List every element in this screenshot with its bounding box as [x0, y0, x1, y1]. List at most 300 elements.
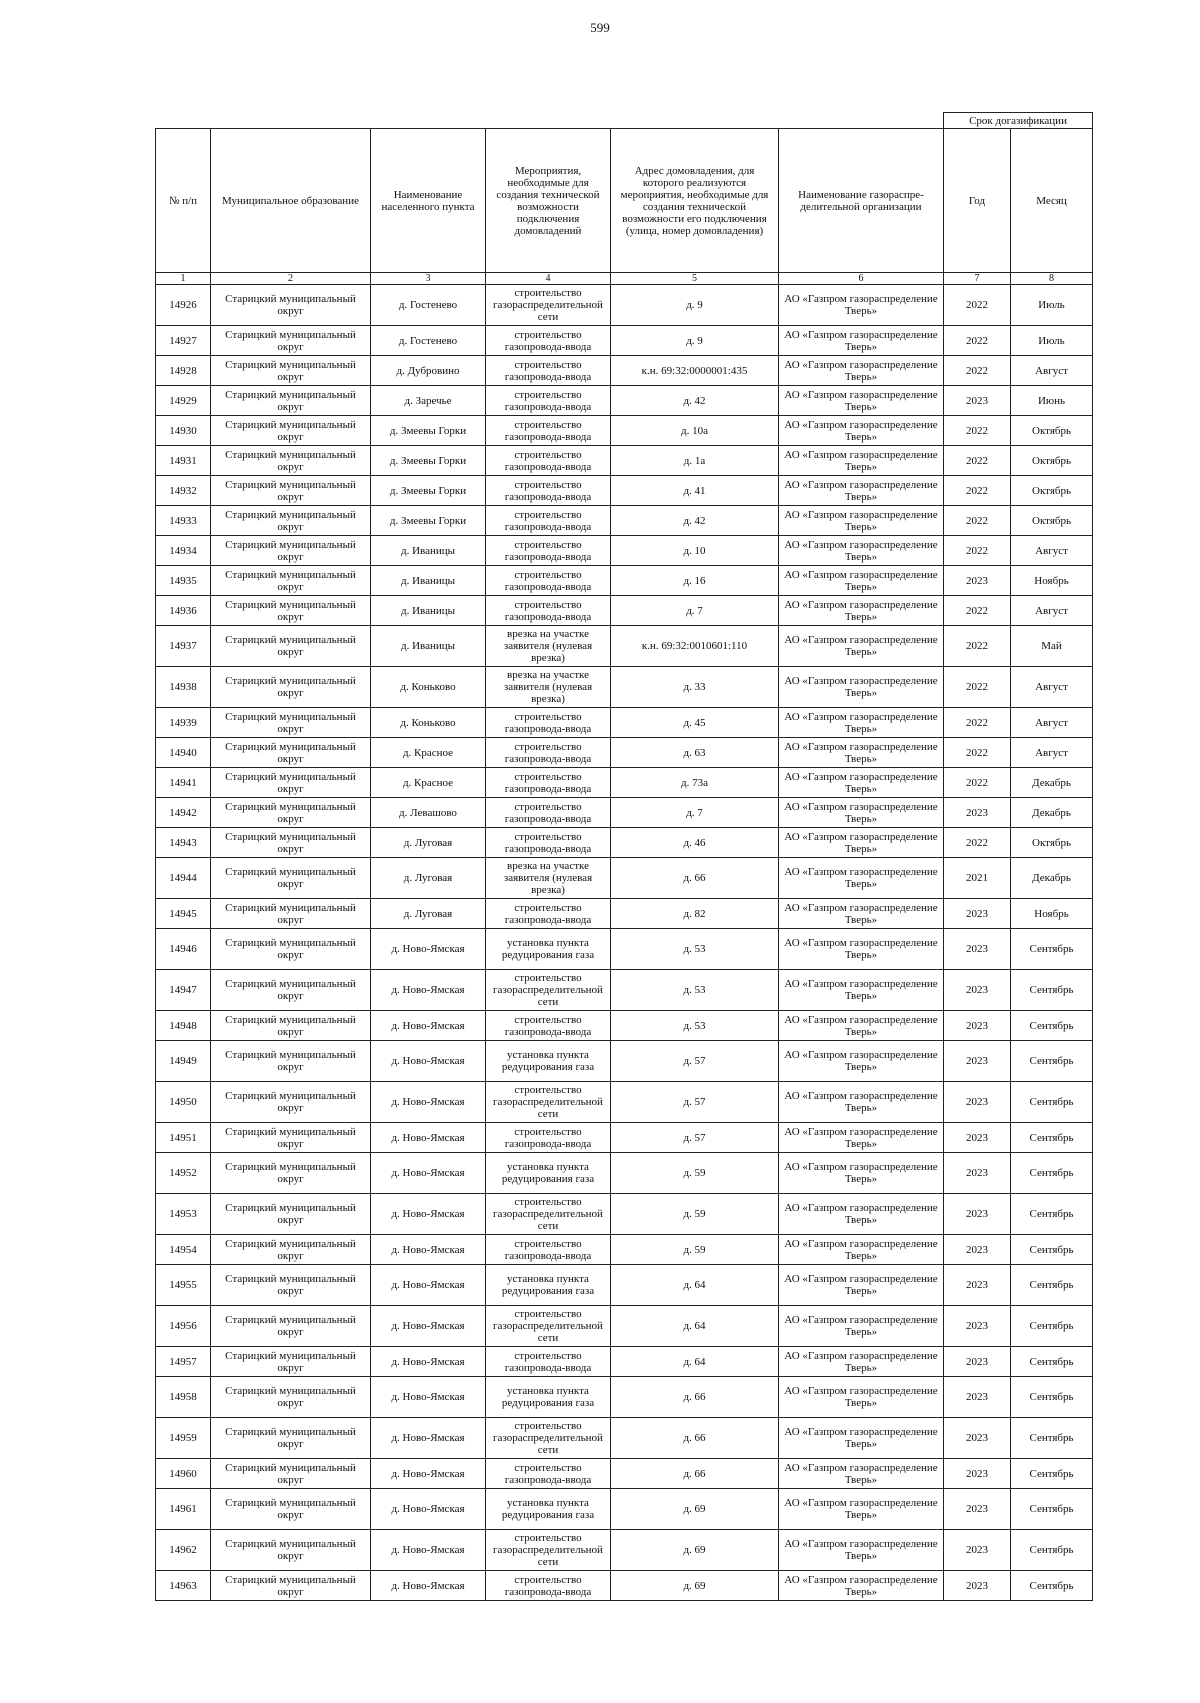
row-number: 14960: [156, 1459, 211, 1489]
month-cell: Ноябрь: [1011, 899, 1093, 929]
table-row: [156, 536, 1093, 566]
row-number: 14931: [156, 446, 211, 476]
month-cell: Октябрь: [1011, 506, 1093, 536]
row-number: 14938: [156, 667, 211, 708]
settlement-cell: д. Иваницы: [371, 536, 486, 566]
settlement-cell: д. Иваницы: [371, 566, 486, 596]
organization-cell: АО «Газпром газораспределение Тверь»: [779, 738, 944, 768]
organization-cell: АО «Газпром газораспределение Тверь»: [779, 858, 944, 899]
month-cell: Сентябрь: [1011, 1377, 1093, 1418]
address-cell: д. 10: [611, 536, 779, 566]
month-cell: Сентябрь: [1011, 1459, 1093, 1489]
row-number: 14950: [156, 1082, 211, 1123]
super-header-spacer: [156, 113, 944, 129]
settlement-cell: д. Ново-Ямская: [371, 1194, 486, 1235]
table-row: [156, 970, 1093, 1011]
month-cell: Сентябрь: [1011, 1489, 1093, 1530]
address-cell: к.н. 69:32:0010601:110: [611, 626, 779, 667]
address-cell: д. 41: [611, 476, 779, 506]
organization-cell: АО «Газпром газораспределение Тверь»: [779, 1123, 944, 1153]
settlement-cell: д. Ново-Ямская: [371, 1123, 486, 1153]
year-cell: 2023: [944, 1347, 1011, 1377]
measure-cell: строительство газопровода-ввода: [486, 899, 611, 929]
measure-cell: строительство газораспределительной сети: [486, 1194, 611, 1235]
address-cell: д. 69: [611, 1571, 779, 1601]
month-cell: Сентябрь: [1011, 1011, 1093, 1041]
column-number: 1: [156, 273, 211, 285]
measure-cell: строительство газопровода-ввода: [486, 1347, 611, 1377]
settlement-cell: д. Ново-Ямская: [371, 1571, 486, 1601]
municipality-cell: Старицкий муниципальный округ: [211, 768, 371, 798]
row-number: 14939: [156, 708, 211, 738]
measure-cell: строительство газопровода-ввода: [486, 386, 611, 416]
row-number: 14952: [156, 1153, 211, 1194]
row-number: 14947: [156, 970, 211, 1011]
month-cell: Сентябрь: [1011, 1265, 1093, 1306]
column-number: 7: [944, 273, 1011, 285]
address-cell: д. 59: [611, 1194, 779, 1235]
municipality-cell: Старицкий муниципальный округ: [211, 446, 371, 476]
row-number: 14941: [156, 768, 211, 798]
year-cell: 2023: [944, 1377, 1011, 1418]
month-cell: Август: [1011, 667, 1093, 708]
table-row: [156, 1011, 1093, 1041]
settlement-cell: д. Левашово: [371, 798, 486, 828]
organization-cell: АО «Газпром газораспределение Тверь»: [779, 1459, 944, 1489]
year-cell: 2023: [944, 566, 1011, 596]
settlement-cell: д. Гостенево: [371, 285, 486, 326]
table-row: [156, 446, 1093, 476]
municipality-cell: Старицкий муниципальный округ: [211, 929, 371, 970]
table-row: [156, 1123, 1093, 1153]
year-cell: 2022: [944, 768, 1011, 798]
municipality-cell: Старицкий муниципальный округ: [211, 1489, 371, 1530]
measure-cell: строительство газопровода-ввода: [486, 536, 611, 566]
address-cell: д. 64: [611, 1265, 779, 1306]
table-super-header-row: [156, 113, 1093, 129]
year-cell: 2023: [944, 798, 1011, 828]
municipality-cell: Старицкий муниципальный округ: [211, 1041, 371, 1082]
address-cell: д. 16: [611, 566, 779, 596]
organization-cell: АО «Газпром газораспределение Тверь»: [779, 1194, 944, 1235]
address-cell: д. 82: [611, 899, 779, 929]
col-header-address: Адрес домовладения, для которого реализуются мероприятия, необходимые для создания технической возможности его подключения (улица, номер домовладения): [611, 129, 779, 273]
municipality-cell: Старицкий муниципальный округ: [211, 1530, 371, 1571]
table-row: [156, 596, 1093, 626]
row-number: 14930: [156, 416, 211, 446]
table-row: [156, 326, 1093, 356]
row-number: 14958: [156, 1377, 211, 1418]
row-number: 14946: [156, 929, 211, 970]
col-header-measures: Мероприятия, необходимые для создания технической возможности подключения домовладений: [486, 129, 611, 273]
table-row: [156, 506, 1093, 536]
municipality-cell: Старицкий муниципальный округ: [211, 667, 371, 708]
settlement-cell: д. Ново-Ямская: [371, 1265, 486, 1306]
year-cell: 2023: [944, 1265, 1011, 1306]
month-cell: Ноябрь: [1011, 566, 1093, 596]
row-number: 14961: [156, 1489, 211, 1530]
year-cell: 2022: [944, 416, 1011, 446]
municipality-cell: Старицкий муниципальный округ: [211, 1265, 371, 1306]
measure-cell: строительство газопровода-ввода: [486, 356, 611, 386]
year-cell: 2022: [944, 356, 1011, 386]
municipality-cell: Старицкий муниципальный округ: [211, 708, 371, 738]
table-row: [156, 858, 1093, 899]
organization-cell: АО «Газпром газораспределение Тверь»: [779, 667, 944, 708]
month-cell: Август: [1011, 536, 1093, 566]
month-cell: Август: [1011, 738, 1093, 768]
settlement-cell: д. Ново-Ямская: [371, 1347, 486, 1377]
column-number-row: [156, 273, 1093, 285]
organization-cell: АО «Газпром газораспределение Тверь»: [779, 1489, 944, 1530]
address-cell: д. 66: [611, 1418, 779, 1459]
organization-cell: АО «Газпром газораспределение Тверь»: [779, 1571, 944, 1601]
measure-cell: строительство газораспределительной сети: [486, 285, 611, 326]
col-header-month: Месяц: [1011, 129, 1093, 273]
col-header-municipality: Муниципальное образование: [211, 129, 371, 273]
year-cell: 2023: [944, 1041, 1011, 1082]
month-cell: Сентябрь: [1011, 1235, 1093, 1265]
table-row: [156, 1153, 1093, 1194]
year-cell: 2022: [944, 285, 1011, 326]
row-number: 14927: [156, 326, 211, 356]
measure-cell: строительство газопровода-ввода: [486, 768, 611, 798]
municipality-cell: Старицкий муниципальный округ: [211, 536, 371, 566]
row-number: 14951: [156, 1123, 211, 1153]
address-cell: д. 63: [611, 738, 779, 768]
month-cell: Сентябрь: [1011, 1418, 1093, 1459]
table-row: [156, 356, 1093, 386]
settlement-cell: д. Ново-Ямская: [371, 1418, 486, 1459]
municipality-cell: Старицкий муниципальный округ: [211, 356, 371, 386]
settlement-cell: д. Ново-Ямская: [371, 1082, 486, 1123]
row-number: 14942: [156, 798, 211, 828]
municipality-cell: Старицкий муниципальный округ: [211, 285, 371, 326]
municipality-cell: Старицкий муниципальный округ: [211, 416, 371, 446]
address-cell: д. 69: [611, 1489, 779, 1530]
settlement-cell: д. Коньково: [371, 667, 486, 708]
municipality-cell: Старицкий муниципальный округ: [211, 476, 371, 506]
settlement-cell: д. Змеевы Горки: [371, 506, 486, 536]
year-cell: 2023: [944, 1489, 1011, 1530]
municipality-cell: Старицкий муниципальный округ: [211, 386, 371, 416]
address-cell: д. 7: [611, 596, 779, 626]
measure-cell: строительство газопровода-ввода: [486, 476, 611, 506]
row-number: 14929: [156, 386, 211, 416]
month-cell: Декабрь: [1011, 858, 1093, 899]
measure-cell: строительство газопровода-ввода: [486, 1011, 611, 1041]
settlement-cell: д. Ново-Ямская: [371, 1530, 486, 1571]
year-cell: 2023: [944, 1082, 1011, 1123]
municipality-cell: Старицкий муниципальный округ: [211, 828, 371, 858]
address-cell: д. 46: [611, 828, 779, 858]
table-row: [156, 1306, 1093, 1347]
organization-cell: АО «Газпром газораспределение Тверь»: [779, 828, 944, 858]
settlement-cell: д. Иваницы: [371, 626, 486, 667]
table-row: [156, 1530, 1093, 1571]
table-body: [156, 285, 1093, 1601]
municipality-cell: Старицкий муниципальный округ: [211, 970, 371, 1011]
year-cell: 2022: [944, 536, 1011, 566]
measure-cell: строительство газопровода-ввода: [486, 1459, 611, 1489]
year-cell: 2022: [944, 506, 1011, 536]
organization-cell: АО «Газпром газораспределение Тверь»: [779, 416, 944, 446]
municipality-cell: Старицкий муниципальный округ: [211, 626, 371, 667]
month-cell: Октябрь: [1011, 828, 1093, 858]
measure-cell: строительство газопровода-ввода: [486, 1123, 611, 1153]
municipality-cell: Старицкий муниципальный округ: [211, 596, 371, 626]
organization-cell: АО «Газпром газораспределение Тверь»: [779, 446, 944, 476]
year-cell: 2023: [944, 386, 1011, 416]
table-row: [156, 899, 1093, 929]
address-cell: д. 53: [611, 970, 779, 1011]
settlement-cell: д. Ново-Ямская: [371, 1459, 486, 1489]
settlement-cell: д. Гостенево: [371, 326, 486, 356]
month-cell: Сентябрь: [1011, 970, 1093, 1011]
municipality-cell: Старицкий муниципальный округ: [211, 1571, 371, 1601]
col-header-organization: Наименование газораспре-делительной организации: [779, 129, 944, 273]
deadline-header: Срок догазификации: [944, 113, 1093, 129]
table-row: [156, 1377, 1093, 1418]
measure-cell: строительство газопровода-ввода: [486, 828, 611, 858]
month-cell: Июль: [1011, 285, 1093, 326]
measure-cell: строительство газораспределительной сети: [486, 1082, 611, 1123]
organization-cell: АО «Газпром газораспределение Тверь»: [779, 386, 944, 416]
month-cell: Октябрь: [1011, 416, 1093, 446]
table-row: [156, 738, 1093, 768]
month-cell: Май: [1011, 626, 1093, 667]
month-cell: Сентябрь: [1011, 1571, 1093, 1601]
table-row: [156, 386, 1093, 416]
organization-cell: АО «Газпром газораспределение Тверь»: [779, 1153, 944, 1194]
year-cell: 2023: [944, 1235, 1011, 1265]
organization-cell: АО «Газпром газораспределение Тверь»: [779, 1347, 944, 1377]
table-row: [156, 1347, 1093, 1377]
address-cell: д. 9: [611, 326, 779, 356]
measure-cell: установка пункта редуцирования газа: [486, 929, 611, 970]
year-cell: 2021: [944, 858, 1011, 899]
address-cell: д. 42: [611, 386, 779, 416]
year-cell: 2022: [944, 626, 1011, 667]
organization-cell: АО «Газпром газораспределение Тверь»: [779, 536, 944, 566]
table-row: [156, 476, 1093, 506]
organization-cell: АО «Газпром газораспределение Тверь»: [779, 506, 944, 536]
organization-cell: АО «Газпром газораспределение Тверь»: [779, 626, 944, 667]
table-row: [156, 1571, 1093, 1601]
month-cell: Сентябрь: [1011, 929, 1093, 970]
organization-cell: АО «Газпром газораспределение Тверь»: [779, 1377, 944, 1418]
col-header-year: Год: [944, 129, 1011, 273]
measure-cell: строительство газопровода-ввода: [486, 596, 611, 626]
year-cell: 2023: [944, 1530, 1011, 1571]
measure-cell: строительство газопровода-ввода: [486, 566, 611, 596]
row-number: 14962: [156, 1530, 211, 1571]
address-cell: д. 57: [611, 1123, 779, 1153]
measure-cell: врезка на участке заявителя (нулевая врезка): [486, 626, 611, 667]
year-cell: 2022: [944, 708, 1011, 738]
row-number: 14949: [156, 1041, 211, 1082]
organization-cell: АО «Газпром газораспределение Тверь»: [779, 1530, 944, 1571]
address-cell: д. 1а: [611, 446, 779, 476]
settlement-cell: д. Иваницы: [371, 596, 486, 626]
municipality-cell: Старицкий муниципальный округ: [211, 1418, 371, 1459]
measure-cell: строительство газопровода-ввода: [486, 1235, 611, 1265]
municipality-cell: Старицкий муниципальный округ: [211, 798, 371, 828]
municipality-cell: Старицкий муниципальный округ: [211, 1123, 371, 1153]
settlement-cell: д. Луговая: [371, 828, 486, 858]
address-cell: д. 57: [611, 1041, 779, 1082]
municipality-cell: Старицкий муниципальный округ: [211, 899, 371, 929]
settlement-cell: д. Красное: [371, 738, 486, 768]
measure-cell: установка пункта редуцирования газа: [486, 1153, 611, 1194]
measure-cell: строительство газопровода-ввода: [486, 446, 611, 476]
measure-cell: установка пункта редуцирования газа: [486, 1489, 611, 1530]
measure-cell: строительство газопровода-ввода: [486, 506, 611, 536]
year-cell: 2022: [944, 596, 1011, 626]
year-cell: 2023: [944, 1194, 1011, 1235]
column-number: 8: [1011, 273, 1093, 285]
table-row: [156, 768, 1093, 798]
year-cell: 2023: [944, 1418, 1011, 1459]
organization-cell: АО «Газпром газораспределение Тверь»: [779, 798, 944, 828]
table-header-row: [156, 129, 1093, 273]
address-cell: д. 59: [611, 1153, 779, 1194]
measure-cell: строительство газопровода-ввода: [486, 326, 611, 356]
measure-cell: установка пункта редуцирования газа: [486, 1041, 611, 1082]
row-number: 14945: [156, 899, 211, 929]
table-row: [156, 626, 1093, 667]
month-cell: Октябрь: [1011, 476, 1093, 506]
column-number: 6: [779, 273, 944, 285]
column-number: 5: [611, 273, 779, 285]
address-cell: д. 69: [611, 1530, 779, 1571]
organization-cell: АО «Газпром газораспределение Тверь»: [779, 596, 944, 626]
table-row: [156, 708, 1093, 738]
measure-cell: строительство газораспределительной сети: [486, 1530, 611, 1571]
row-number: 14955: [156, 1265, 211, 1306]
address-cell: д. 9: [611, 285, 779, 326]
address-cell: д. 42: [611, 506, 779, 536]
settlement-cell: д. Коньково: [371, 708, 486, 738]
year-cell: 2023: [944, 899, 1011, 929]
year-cell: 2022: [944, 738, 1011, 768]
table-row: [156, 1194, 1093, 1235]
month-cell: Сентябрь: [1011, 1041, 1093, 1082]
year-cell: 2023: [944, 1123, 1011, 1153]
table-row: [156, 929, 1093, 970]
settlement-cell: д. Луговая: [371, 858, 486, 899]
address-cell: д. 66: [611, 858, 779, 899]
table-row: [156, 1489, 1093, 1530]
month-cell: Сентябрь: [1011, 1530, 1093, 1571]
settlement-cell: д. Ново-Ямская: [371, 1011, 486, 1041]
address-cell: д. 73а: [611, 768, 779, 798]
address-cell: д. 53: [611, 929, 779, 970]
month-cell: Сентябрь: [1011, 1194, 1093, 1235]
organization-cell: АО «Газпром газораспределение Тверь»: [779, 1306, 944, 1347]
municipality-cell: Старицкий муниципальный округ: [211, 1082, 371, 1123]
year-cell: 2022: [944, 828, 1011, 858]
settlement-cell: д. Дубровино: [371, 356, 486, 386]
organization-cell: АО «Газпром газораспределение Тверь»: [779, 285, 944, 326]
row-number: 14940: [156, 738, 211, 768]
row-number: 14963: [156, 1571, 211, 1601]
organization-cell: АО «Газпром газораспределение Тверь»: [779, 1011, 944, 1041]
settlement-cell: д. Змеевы Горки: [371, 446, 486, 476]
year-cell: 2023: [944, 1153, 1011, 1194]
organization-cell: АО «Газпром газораспределение Тверь»: [779, 929, 944, 970]
table-row: [156, 416, 1093, 446]
municipality-cell: Старицкий муниципальный округ: [211, 1194, 371, 1235]
row-number: 14948: [156, 1011, 211, 1041]
measure-cell: установка пункта редуцирования газа: [486, 1377, 611, 1418]
month-cell: Сентябрь: [1011, 1153, 1093, 1194]
col-header-settlement: Наименование населенного пункта: [371, 129, 486, 273]
address-cell: д. 64: [611, 1306, 779, 1347]
settlement-cell: д. Ново-Ямская: [371, 1153, 486, 1194]
month-cell: Сентябрь: [1011, 1306, 1093, 1347]
year-cell: 2022: [944, 326, 1011, 356]
organization-cell: АО «Газпром газораспределение Тверь»: [779, 1265, 944, 1306]
table-row: [156, 828, 1093, 858]
row-number: 14943: [156, 828, 211, 858]
settlement-cell: д. Ново-Ямская: [371, 1377, 486, 1418]
address-cell: д. 66: [611, 1377, 779, 1418]
measure-cell: строительство газораспределительной сети: [486, 1306, 611, 1347]
measure-cell: врезка на участке заявителя (нулевая врезка): [486, 858, 611, 899]
column-number: 3: [371, 273, 486, 285]
row-number: 14944: [156, 858, 211, 899]
municipality-cell: Старицкий муниципальный округ: [211, 1459, 371, 1489]
organization-cell: АО «Газпром газораспределение Тверь»: [779, 708, 944, 738]
row-number: 14956: [156, 1306, 211, 1347]
month-cell: Июнь: [1011, 386, 1093, 416]
municipality-cell: Старицкий муниципальный округ: [211, 738, 371, 768]
table-row: [156, 1041, 1093, 1082]
settlement-cell: д. Ново-Ямская: [371, 1306, 486, 1347]
organization-cell: АО «Газпром газораспределение Тверь»: [779, 1041, 944, 1082]
table-row: [156, 1082, 1093, 1123]
row-number: 14936: [156, 596, 211, 626]
municipality-cell: Старицкий муниципальный округ: [211, 566, 371, 596]
measure-cell: строительство газопровода-ввода: [486, 708, 611, 738]
settlement-cell: д. Красное: [371, 768, 486, 798]
address-cell: д. 59: [611, 1235, 779, 1265]
month-cell: Сентябрь: [1011, 1123, 1093, 1153]
measure-cell: строительство газопровода-ввода: [486, 416, 611, 446]
measure-cell: строительство газопровода-ввода: [486, 738, 611, 768]
month-cell: Октябрь: [1011, 446, 1093, 476]
organization-cell: АО «Газпром газораспределение Тверь»: [779, 768, 944, 798]
settlement-cell: д. Змеевы Горки: [371, 416, 486, 446]
row-number: 14954: [156, 1235, 211, 1265]
column-number: 2: [211, 273, 371, 285]
row-number: 14953: [156, 1194, 211, 1235]
organization-cell: АО «Газпром газораспределение Тверь»: [779, 1235, 944, 1265]
month-cell: Декабрь: [1011, 768, 1093, 798]
settlement-cell: д. Ново-Ямская: [371, 929, 486, 970]
page-number: 599: [590, 20, 610, 35]
municipality-cell: Старицкий муниципальный округ: [211, 858, 371, 899]
table-row: [156, 1235, 1093, 1265]
settlement-cell: д. Ново-Ямская: [371, 1235, 486, 1265]
address-cell: д. 53: [611, 1011, 779, 1041]
month-cell: Июль: [1011, 326, 1093, 356]
table-row: [156, 1459, 1093, 1489]
col-header-number: № п/п: [156, 129, 211, 273]
measure-cell: установка пункта редуцирования газа: [486, 1265, 611, 1306]
settlement-cell: д. Ново-Ямская: [371, 1041, 486, 1082]
